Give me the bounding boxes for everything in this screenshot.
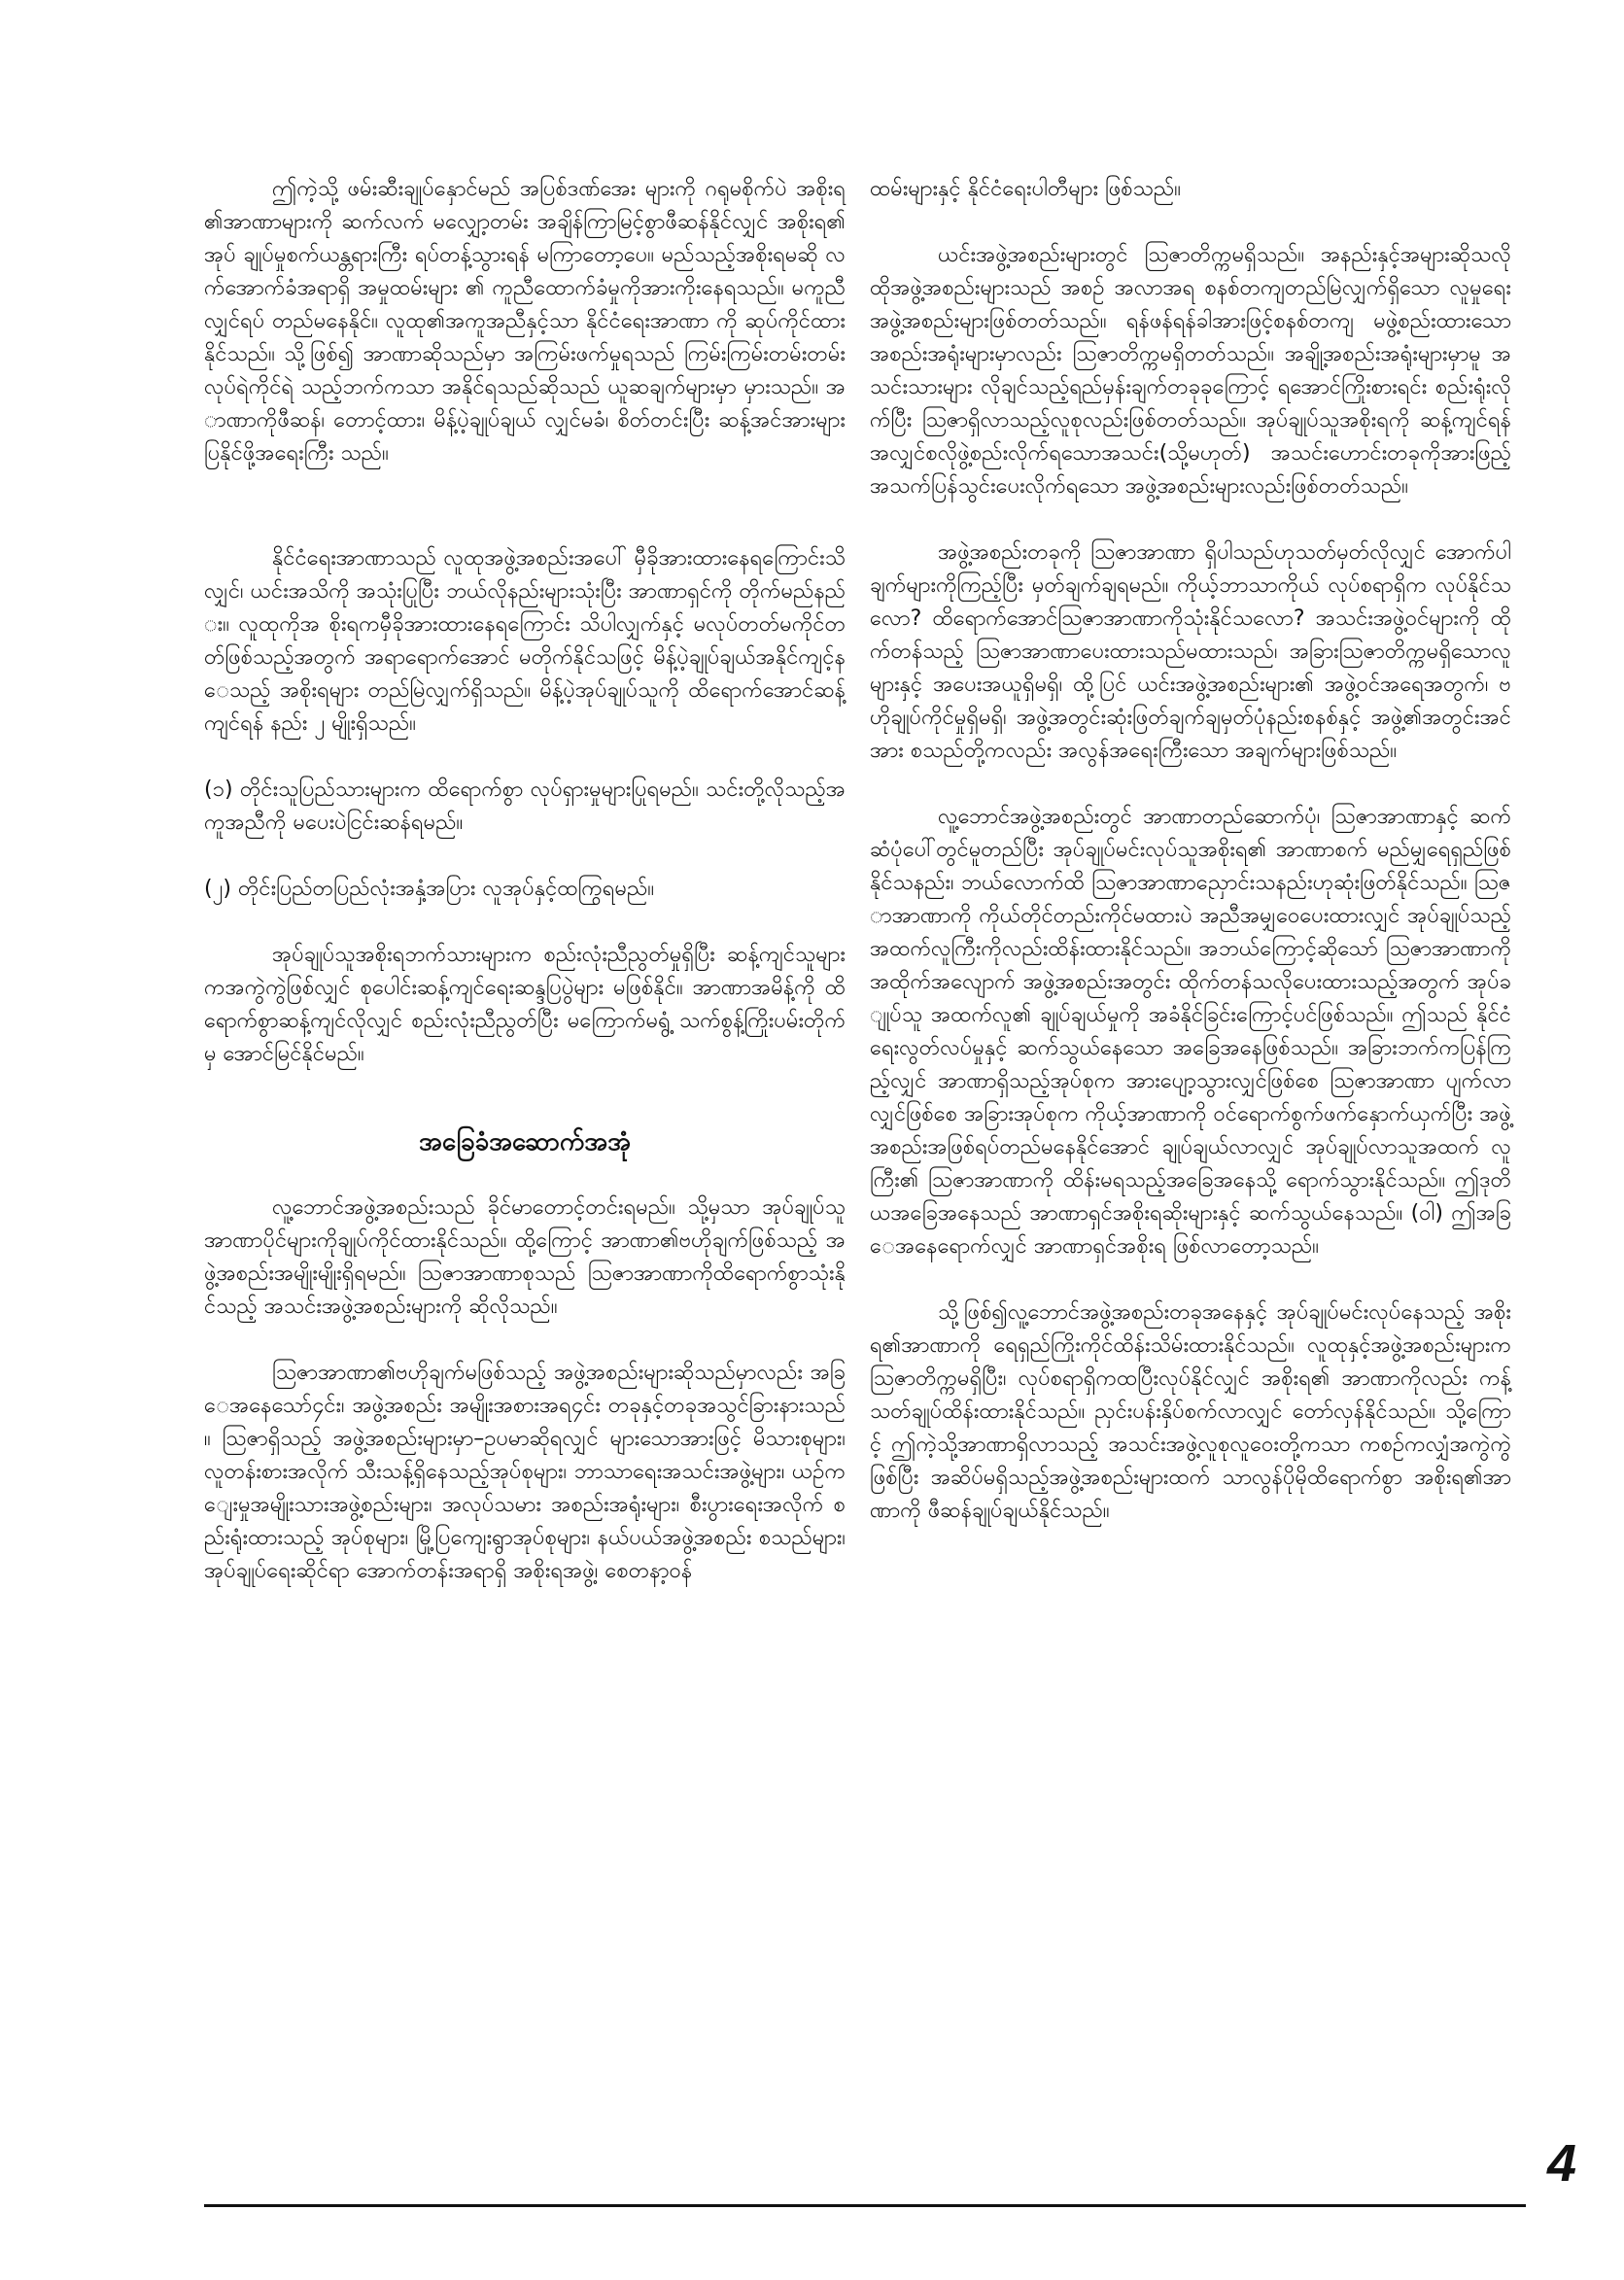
paragraph: (၂) တိုင်းပြည်တပြည်လုံးအနှံ့အပြား လူအုပ်နှင့်ထကြွရမည်။ [204, 877, 655, 901]
footer-rule [204, 2204, 1526, 2207]
paragraph: လူ့ဘောင်အဖွဲ့အစည်းတွင် အာဏာတည်ဆောက်ပုံ၊ ဩဇာအာဏာနှင့် ဆက်ဆံပုံပေါ်တွင်မူတည်ပြီး အုပ်ချုပ်မင်းလုပ်သူအစိုးရ၏ အာဏာစက် မည်မျှရေရှည်ဖြစ်နိုင်သနည်း၊ ဘယ်လောက်ထိ ဩဇာအာဏာညှောင်းသနည်းဟုဆုံးဖြတ်နိုင်သည်။ ဩဇာအာဏာကို ကိုယ်တိုင်တည်းကိုင်မထားပဲ အညီအမျှဝေပေးထားလျှင် အုပ်ချုပ်သည့် အထက်လူကြီးကိုလည်းထိန်းထားနိုင်သည်။ အဘယ်ကြောင့်ဆိုသော် ဩဇာအာဏာကို အထိုက်အလျောက် အဖွဲ့အစည်းအတွင်း ထိုက်တန်သလိုပေးထားသည့်အတွက် အုပ်ချုပ်သူ အထက်လူ၏ ချုပ်ချယ်မှုကို အခံနိုင်ခြင်းကြောင့်ပင်ဖြစ်သည်။ ဤသည် နိုင်ငံရေးလွတ်လပ်မှုနှင့် ဆက်သွယ်နေသော အခြေအနေဖြစ်သည်။ အခြားဘက်ကပြန်ကြည့်လျှင် အာဏာရှိသည့်အုပ်စုက အားပျော့သွားလျှင်ဖြစ်စေ ဩဇာအာဏာ ပျက်လာလျှင်ဖြစ်စေ အခြားအုပ်စုက ကိုယ့်အာဏာကို ဝင်ရောက်စွက်ဖက်နှောက်ယှက်ပြီး အဖွဲ့အစည်းအဖြစ်ရပ်တည်မနေနိုင်အောင် ချုပ်ချယ်လာလျှင် အုပ်ချုပ်လာသူအထက် လူကြီး၏ ဩဇာအာဏာကို ထိန်းမရသည့်အခြေအနေသို့ ရောက်သွားနိုင်သည်။ ဤဒုတိယအခြေအနေသည် အာဏာရှင်အစိုးရဆိုးများနှင့် ဆက်သွယ်နေသည်။ (ဝါ) ဤအခြေအနေရောက်လျှင် အာဏာရှင်အစိုးရ ဖြစ်လာတော့သည်။ [870, 805, 1511, 1259]
left-column [204, 173, 846, 1621]
paragraph: အုပ်ချုပ်သူအစိုးရဘက်သားများက စည်းလုံးညီညွတ်မှုရှိပြီး ဆန့်ကျင်သူများကအကွဲကွဲဖြစ်လျှင် စုပေါင်းဆန့်ကျင်ရေးဆန္ဒပြပွဲများ မဖြစ်နိုင်။ အာဏာအမိန့်ကို ထိရောက်စွာဆန့်ကျင်လိုလျှင် စည်းလုံးညီညွတ်ပြီး မကြောက်မရွံ့ သက်စွန့်ကြိုးပမ်းတိုက်မှ အောင်မြင်နိုင်မည်။ [204, 943, 846, 1066]
paragraph: ဤကဲ့သို့ ဖမ်းဆီးချုပ်နှောင်မည် အပြစ်ဒဏ်အေး များကို ဂရုမစိုက်ပဲ အစိုးရ၏အာဏာများကို ဆက်လက် မလျှော့တမ်း အချိန်ကြာမြင့်စွာဖီဆန်နိုင်လျှင် အစိုးရ၏အုပ် ချုပ်မှုစက်ယန္တရားကြီး ရပ်တန့်သွားရန် မကြာတော့ပေ။ မည်သည့်အစိုးရမဆို လက်အောက်ခံအရာရှိ အမှုထမ်းများ ၏ ကူညီထောက်ခံမှုကိုအားကိုးနေရသည်။ မကူညီလျှင်ရပ် တည်မနေနိုင်။ လူထု၏အကူအညီနှင့်သာ နိုင်ငံရေးအာဏာ ကို ဆုပ်ကိုင်ထားနိုင်သည်။ သို့ဖြစ်၍ အာဏာဆိုသည်မှာ အကြမ်းဖက်မှုရသည် ကြမ်းကြမ်းတမ်းတမ်း လုပ်ရဲကိုင်ရဲ သည့်ဘက်ကသာ အနိုင်ရသည်ဆိုသည် ယူဆချက်များမှာ မှားသည်။ အာဏာကိုဖီဆန်၊ တောင့်ထား၊ မိန့်ပဲ့ချုပ်ချယ် လျှင်မခံ၊ စိတ်တင်းပြီး ဆန့်အင်အားများ ပြနိုင်ဖို့အရေးကြီး သည်။ [204, 177, 846, 466]
paragraph: အဖွဲ့အစည်းတခုကို ဩဇာအာဏာ ရှိပါသည်ဟုသတ်မှတ်လိုလျှင် အောက်ပါချက်များကိုကြည့်ပြီး မှတ်ချက်ချရမည်။ ကိုယ့်ဘာသာကိုယ် လုပ်စရာရှိက လုပ်နိုင်သလော? ထိရောက်အောင်ဩဇာအာဏာကိုသုံးနိုင်သလော? အသင်းအဖွဲ့ဝင်များကို ထိုက်တန်သည့် ဩဇာအာဏာပေးထားသည်မထားသည်၊ အခြားဩဇာတိက္ကမရှိသောလူများနှင့် အပေးအယူရှိမရှိ၊ ထို့ပြင် ယင်းအဖွဲ့အစည်းများ၏ အဖွဲ့ဝင်အရေအတွက်၊ ဗဟိုချုပ်ကိုင်မှုရှိမရှိ၊ အဖွဲ့အတွင်းဆုံးဖြတ်ချက်ချမှတ်ပုံနည်းစနစ်နှင့် အဖွဲ့၏အတွင်းအင်အား စသည်တို့ကလည်း အလွန်အရေးကြီးသော အချက်များဖြစ်သည်။ [870, 540, 1511, 763]
paragraph: (၁) တိုင်းသူပြည်သားများက ထိရောက်စွာ လုပ်ရှားမှုများပြုရမည်။ သင်းတို့လိုသည့်အကူအညီကို မပေးပဲငြင်းဆန်ရမည်။ [204, 777, 846, 835]
paragraph: သို့ဖြစ်၍လူ့ဘောင်အဖွဲ့အစည်းတခုအနေနှင့် အုပ်ချုပ်မင်းလုပ်နေသည့် အစိုးရ၏အာဏာကို ရေရှည်ကြိုးကိုင်ထိန်းသိမ်းထားနိုင်သည်။ လူထုနှင့်အဖွဲ့အစည်းများက ဩဇာတိက္ကမရှိပြီး၊ လုပ်စရာရှိကထပြီးလုပ်နိုင်လျှင် အစိုးရ၏ အာဏာကိုလည်း ကန့်သတ်ချုပ်ထိန်းထားနိုင်သည်။ ညှင်းပန်းနှိပ်စက်လာလျှင် တော်လှန်နိုင်သည်။ သို့ကြောင့် ဤကဲ့သို့အာဏာရှိလာသည့် အသင်းအဖွဲ့လူစုလူဝေးတို့ကသာ ကစဉ်ကလျှံအကွဲကွဲဖြစ်ပြီး အဆိပ်မရှိသည့်အဖွဲ့အစည်းများထက် သာလွန်ပိုမိုထိရောက်စွာ အစိုးရ၏အာဏာကို ဖီဆန်ချုပ်ချယ်နိုင်သည်။ [870, 1300, 1511, 1523]
right-column [870, 173, 1511, 1561]
paragraph: လူ့ဘောင်အဖွဲ့အစည်းသည် ခိုင်မာတောင့်တင်းရမည်။ သို့မှသာ အုပ်ချုပ်သူအာဏာပိုင်များကိုချုပ်ကိုင်ထားနိုင်သည်။ ထို့ကြောင့် အာဏာ၏ဗဟိုချက်ဖြစ်သည့် အဖွဲ့အစည်းအမျိုးမျိုးရှိရမည်။ ဩဇာအာဏာစုသည် ဩဇာအာဏာကိုထိရောက်စွာသုံးနိုင်သည့် အသင်းအဖွဲ့အစည်းများကို ဆိုလိုသည်။ [204, 1195, 846, 1319]
paragraph: ယင်းအဖွဲ့အစည်းများတွင် ဩဇာတိက္ကမရှိသည်။ အနည်းနှင့်အများဆိုသလို ထိုအဖွဲ့အစည်းများသည် အစဉ် အလာအရ စနစ်တကျတည်မြဲလျှက်ရှိသော လူမှုရေးအဖွဲ့အစည်းများဖြစ်တတ်သည်။ ရန်ဖန်ရန်ခါအားဖြင့်စနစ်တကျ မဖွဲ့စည်းထားသော အစည်းအရုံးများမှာလည်း ဩဇာတိက္ကမရှိတတ်သည်။ အချို့အစည်းအရုံးများမှာမူ အသင်းသားများ လိုချင်သည့်ရည်မှန်းချက်တခုခုကြောင့် ရအောင်ကြိုးစားရင်း စည်းရုံးလိုက်ပြီး ဩဇာရှိလာသည့်လူစုလည်းဖြစ်တတ်သည်။ အုပ်ချုပ်သူအစိုးရကို ဆန့်ကျင်ရန် အလျှင်စလိုဖွဲ့စည်းလိုက်ရသောအသင်း(သို့မဟုတ်) အသင်းဟောင်းတခုကိုအားဖြည့် အသက်ပြန်သွင်းပေးလိုက်ရသော အဖွဲ့အစည်းများလည်းဖြစ်တတ်သည်။ [870, 243, 1511, 499]
paragraph: နိုင်ငံရေးအာဏာသည် လူထုအဖွဲ့အစည်းအပေါ် မှီခိုအားထားနေရကြောင်းသိလျှင်၊ ယင်းအသိကို အသုံးပြုပြီး ဘယ်လိုနည်းများသုံးပြီး အာဏာရှင်ကို တိုက်မည်နည်း။ လူထုကိုအ စိုးရကမှီခိုအားထားနေရကြောင်း သိပါလျှက်နှင့် မလုပ်တတ်မကိုင်တတ်ဖြစ်သည့်အတွက် အရာရောက်အောင် မတိုက်နိုင်သဖြင့် မိန့်ပဲ့ချုပ်ချယ်အနိုင်ကျင့်နေသည့် အစိုးရများ တည်မြဲလျှက်ရှိသည်။ မိန့်ပဲ့အုပ်ချုပ်သူကို ထိရောက်အောင်ဆန့်ကျင်ရန် နည်း ၂ မျိုးရှိသည်။ [204, 546, 846, 736]
paragraph: ဩဇာအာဏာ၏ဗဟိုချက်မဖြစ်သည့် အဖွဲ့အစည်းများဆိုသည်မှာလည်း အခြေအနေသော်၄င်း၊ အဖွဲ့အစည်း အမျိုးအစားအရ၄င်း တခုနှင့်တခုအသွင်ခြားနားသည်။ ဩဇာရှိသည့် အဖွဲ့အစည်းများမှာ–ဥပမာဆိုရလျှင် များသောအားဖြင့် မိသားစုများ၊ လူတန်းစားအလိုက် သီးသန့်ရှိနေသည့်အုပ်စုများ၊ ဘာသာရေးအသင်းအဖွဲ့များ၊ ယဉ်ကျေးမှုအမျိုးသားအဖွဲ့စည်းများ၊ အလုပ်သမား အစည်းအရုံးများ၊ စီးပွားရေးအလိုက် စည်းရုံးထားသည့် အုပ်စုများ၊ မြို့ပြကျေးရွာအုပ်စုများ၊ နယ်ပယ်အဖွဲ့အစည်း စသည်များ၊ အုပ်ချုပ်ရေးဆိုင်ရာ အောက်တန်းအရာရှိ အစိုးရအဖွဲ့၊ စေတနာ့ဝန် [204, 1361, 846, 1583]
section-heading: အခြေခံအဆောက်အအုံ [418, 1127, 632, 1157]
paragraph: ထမ်းများနှင့် နိုင်ငံရေးပါတီများ ဖြစ်သည်။ [870, 177, 1181, 201]
page-number: 4 [1547, 2134, 1577, 2193]
